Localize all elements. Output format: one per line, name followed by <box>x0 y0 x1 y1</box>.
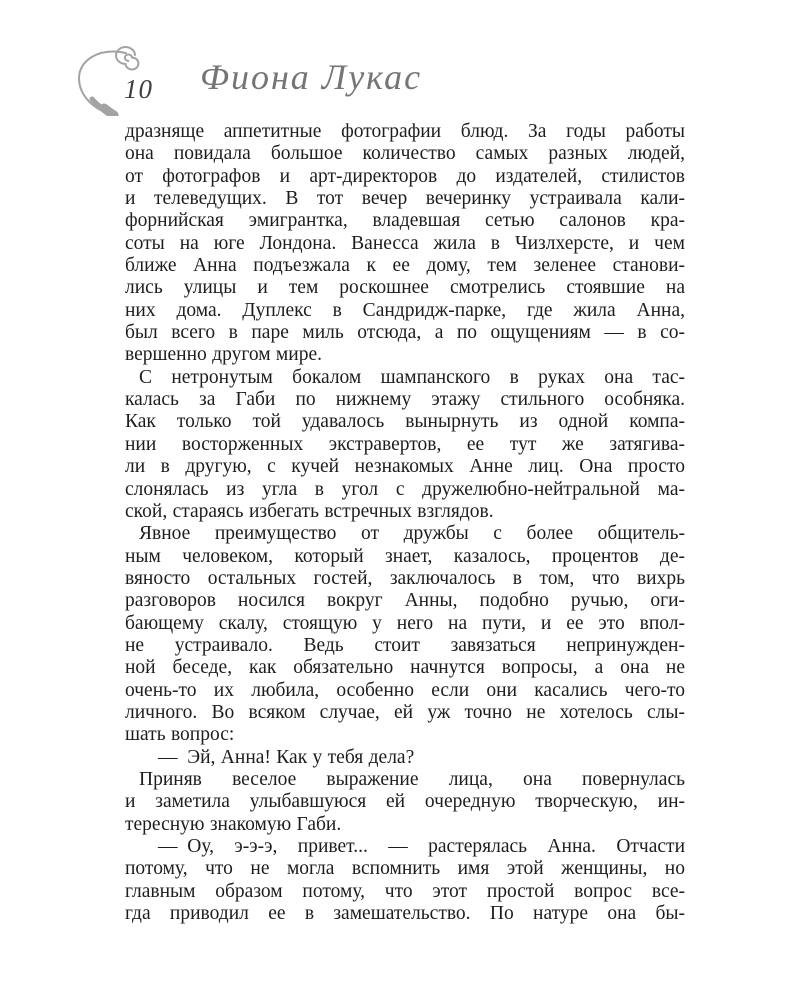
text-line: бающему скалу, стоящую у него на пути, и ее это впол- <box>125 612 685 634</box>
text-line: слонялась из угла в угол с дружелюбно-нейтральной ма- <box>125 478 685 500</box>
text-line: ным человеком, который знает, казалось, процентов де- <box>125 545 685 567</box>
text-line: лись улицы и тем роскошнее смотрелись стоявшие на <box>125 277 685 299</box>
text-line: — Оу, э-э-э, привет... — растерялась Анна. Отчасти <box>158 836 685 857</box>
text-line: очень-то их любила, особенно если они касались чего-то <box>125 679 685 701</box>
text-line: ли в другую, с кучей незнакомых Анне лиц. Она просто <box>125 456 685 478</box>
text-line: них дома. Дуплекс в Сандридж-парке, где жила Анна, <box>125 299 685 321</box>
dialogue-paragraph <box>125 747 685 769</box>
page-number: 10 <box>124 74 153 104</box>
text-line: Явное преимущество от дружбы с более общитель- <box>139 523 685 545</box>
text-line: С нетронутым бокалом шампанского в руках она тас- <box>139 366 685 388</box>
text-line: шать вопрос: <box>125 724 235 746</box>
author-name: Фиона Лукас <box>200 57 423 97</box>
text-line: она повидала большое количество самых разных людей, <box>125 143 685 165</box>
text-line: и телеведущих. В тот вечер вечеринку устраивала кали- <box>125 188 685 210</box>
text-line: был всего в паре миль отсюда, а по ощущениям — в со- <box>125 322 685 344</box>
text-line: главным образом потому, что этот простой вопрос все- <box>125 880 685 902</box>
text-line: разговоров носился вокруг Анны, подобно ручью, оги- <box>125 590 685 612</box>
text-line: ной беседе, как обязательно начнутся вопросы, а она не <box>125 657 685 679</box>
text-line: дразняще аппетитные фотографии блюд. За годы работы <box>125 121 685 142</box>
text-line: форнийская эмигрантка, владевшая сетью салонов кра- <box>125 210 685 232</box>
text-line: тересную знакомую Габи. <box>125 813 342 835</box>
text-line: вяносто остальных гостей, заключалось в том, что вихрь <box>125 567 685 589</box>
paragraph <box>125 769 685 836</box>
text-line: ской, стараясь избегать встречных взглядов. <box>125 500 494 522</box>
text-line: от фотографов и арт-директоров до издателей, стилистов <box>125 165 685 187</box>
paragraph <box>125 121 685 367</box>
text-line: личного. Во всяком случае, ей уж точно не хотелось слы- <box>125 701 685 723</box>
text-line: вершенно другом мире. <box>125 344 322 366</box>
paragraph <box>125 367 685 523</box>
page-header <box>0 0 800 120</box>
text-line: калась за Габи по нижнему этажу стильного особняка. <box>125 389 685 411</box>
text-line: не устраивало. Ведь стоит завязаться непринужден- <box>125 634 685 656</box>
text-line: Как только той удавалось вынырнуть из одной компа- <box>125 411 685 433</box>
paragraph <box>125 523 685 746</box>
text-line: ближе Анна подъезжала к ее дому, тем зеленее станови- <box>125 255 685 277</box>
text-line: Приняв веселое выражение лица, она повернулась <box>139 768 685 790</box>
text-line: гда приводил ее в замешательство. По натуре она бы- <box>125 903 685 925</box>
text-line: соты на юге Лондона. Ванесса жила в Чизлхерсте, и чем <box>125 232 685 254</box>
text-line: и заметила улыбавшуюся ей очередную творческую, ин- <box>125 791 685 813</box>
text-line: нии восторженных экстравертов, ее тут же затягива- <box>125 433 685 455</box>
text-line: потому, что не могла вспомнить имя этой женщины, но <box>125 858 685 880</box>
text-block <box>125 121 685 925</box>
dialogue-paragraph <box>125 836 685 925</box>
text-line: — Эй, Анна! Как у тебя дела? <box>158 746 415 768</box>
